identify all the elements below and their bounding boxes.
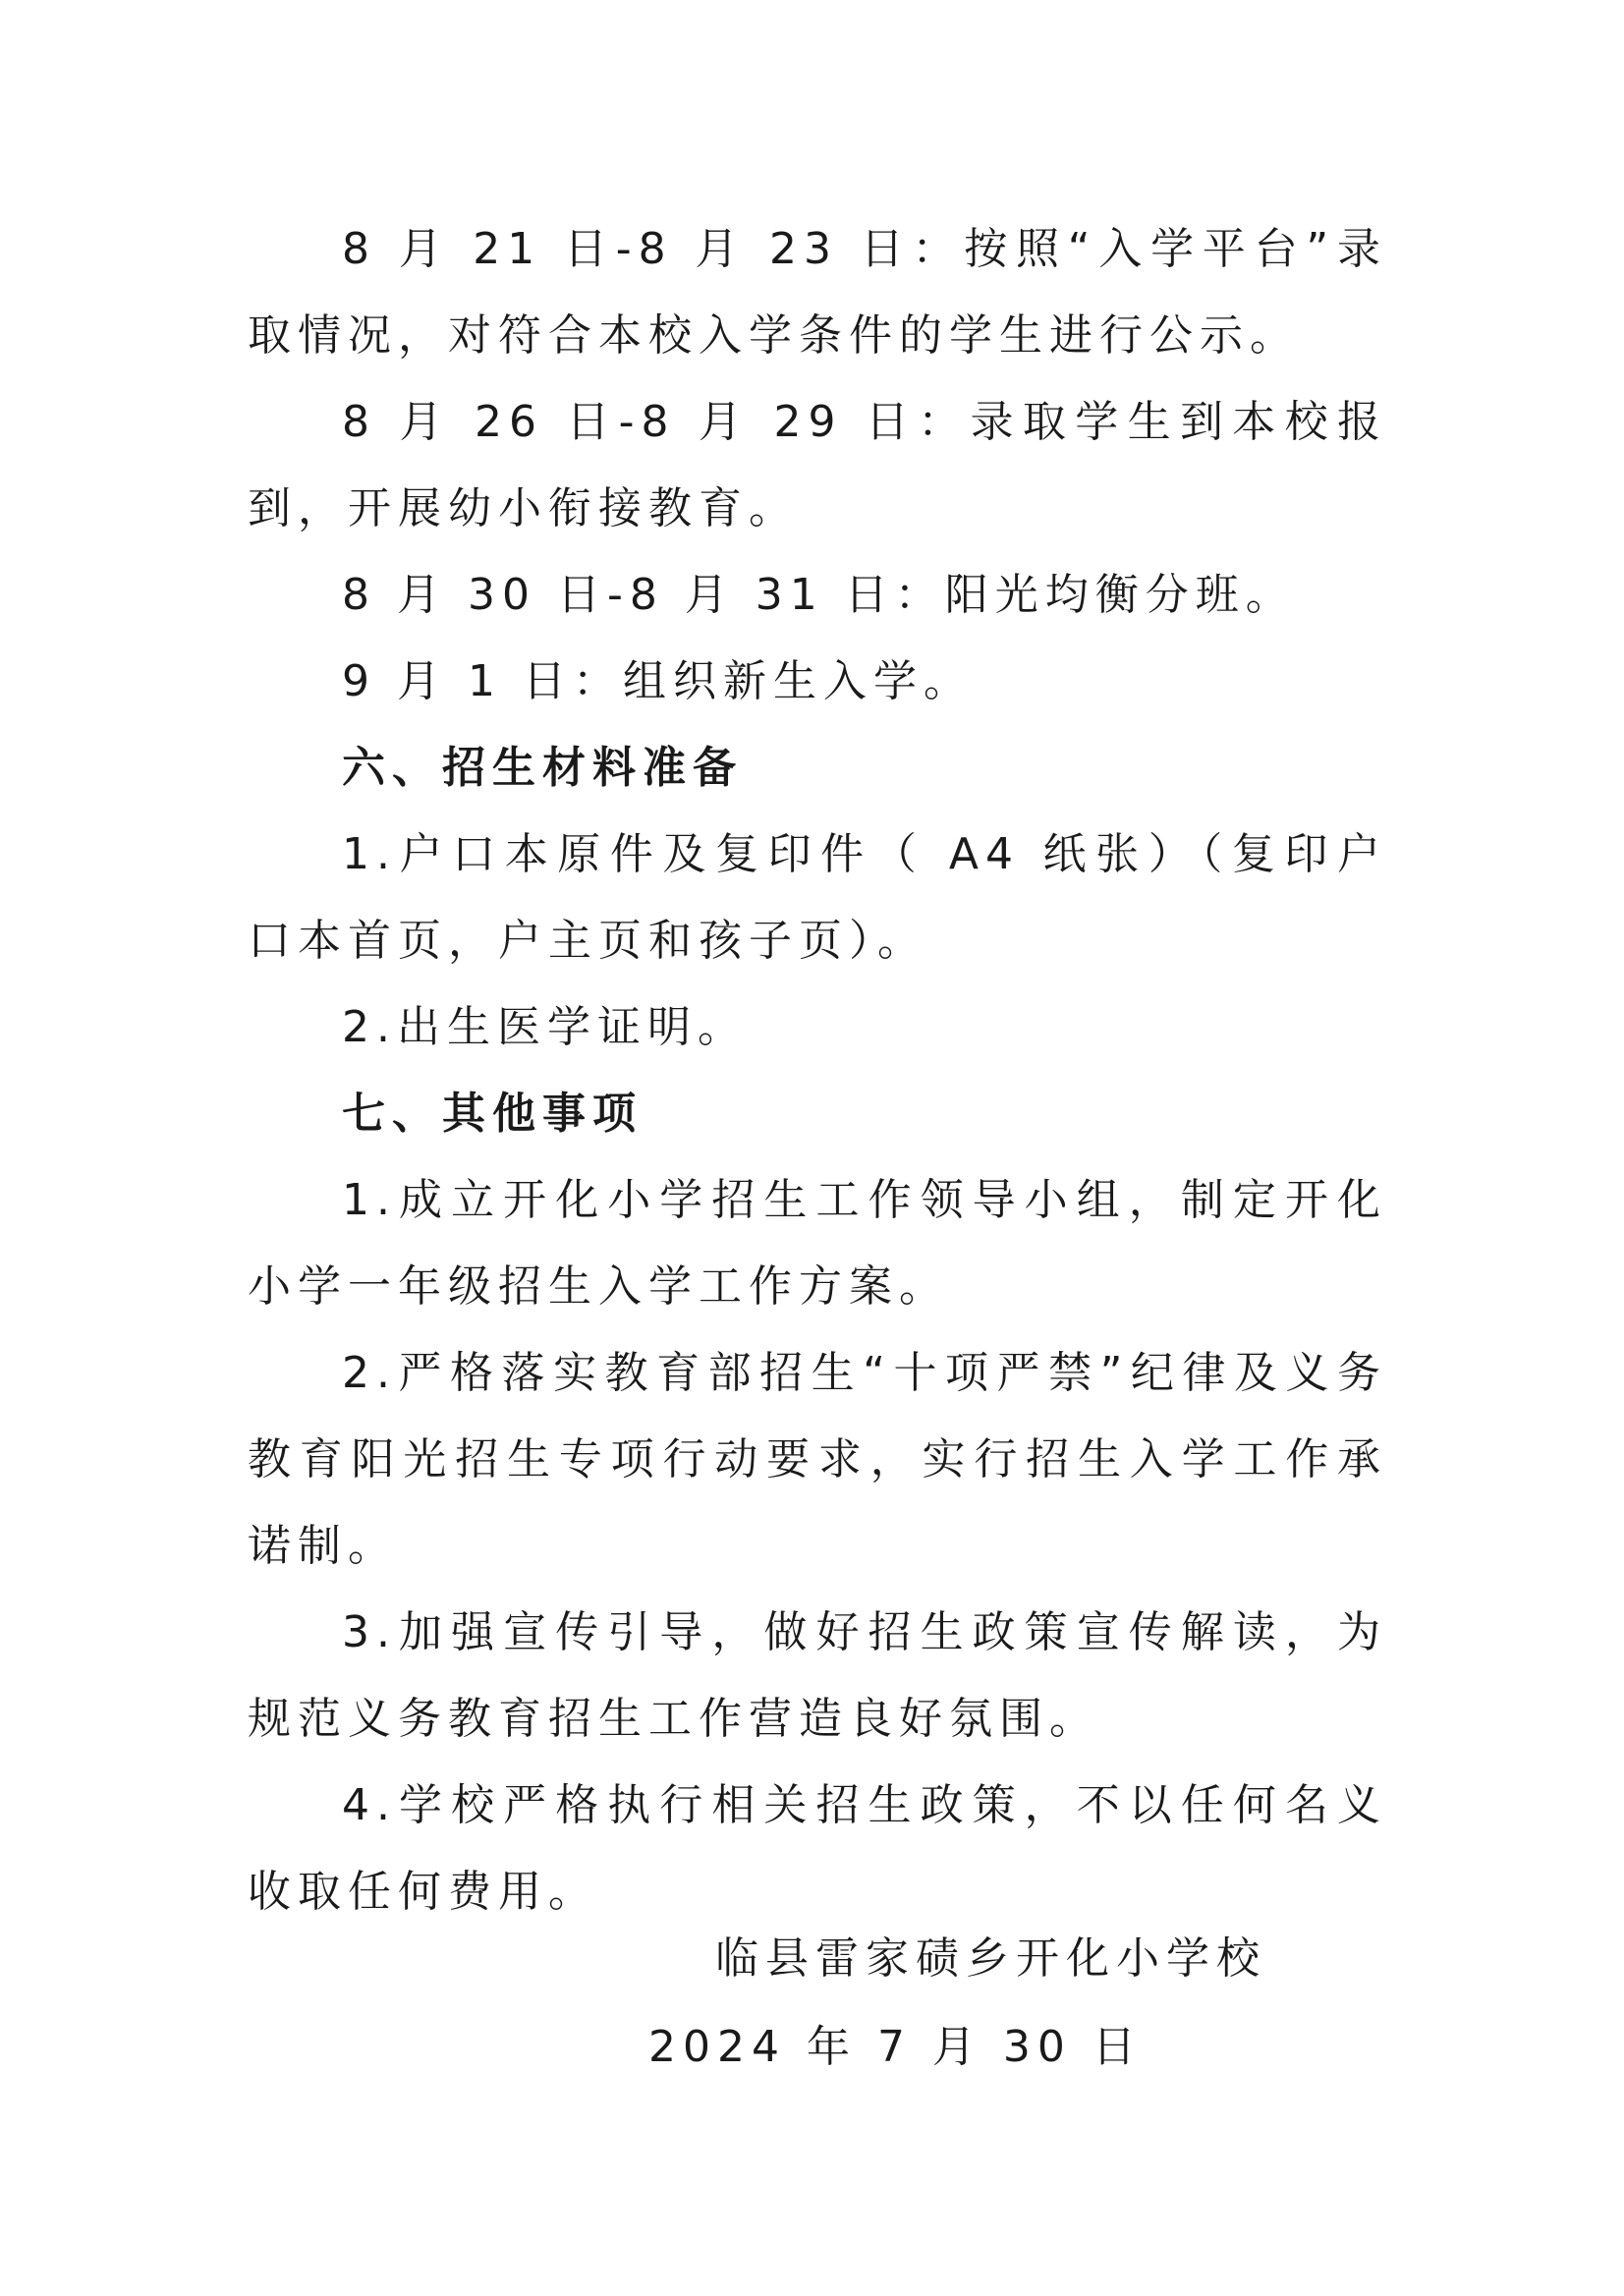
document-body [248,206,1387,1935]
schedule-item-sep1: 9 月 1 日：组织新生入学。 [342,656,974,706]
schedule-item-aug30: 8 月 30 日-8 月 31 日：阳光均衡分班。 [342,570,1296,620]
signature-organization: 临县雷家碛乡开化小学校 [715,1933,1266,1984]
section-7-item-3: 3.加强宣传引导，做好招生政策宣传解读，为规范义务教育招生工作营造良好氛围。 [248,1607,1387,1744]
section-7-item-1: 1.成立开化小学招生工作领导小组，制定开化小学一年级招生入学工作方案。 [248,1175,1387,1312]
section-6-heading: 六、招生材料准备 [342,743,743,793]
schedule-item-aug26: 8 月 26 日-8 月 29 日：录取学生到本校报到，开展幼小衔接教育。 [248,397,1387,533]
signature-date: 2024 年 7 月 30 日 [648,2022,1143,2072]
section-6-item-1: 1.户口本原件及复印件（ A4 纸张）（复印户口本首页，户主页和孩子页）。 [248,829,1387,966]
section-7-item-4: 4.学校严格执行相关招生政策，不以任何名义收取任何费用。 [248,1780,1387,1917]
section-6-item-2: 2.出生医学证明。 [342,1002,748,1052]
schedule-item-aug21: 8 月 21 日-8 月 23 日：按照“入学平台”录取情况，对符合本校入学条件的学生进行公示。 [248,224,1387,361]
section-7-heading: 七、其他事项 [342,1089,643,1139]
section-7-item-2: 2.严格落实教育部招生“十项严禁”纪律及义务教育阳光招生专项行动要求，实行招生入学工作承诺制。 [248,1348,1387,1571]
